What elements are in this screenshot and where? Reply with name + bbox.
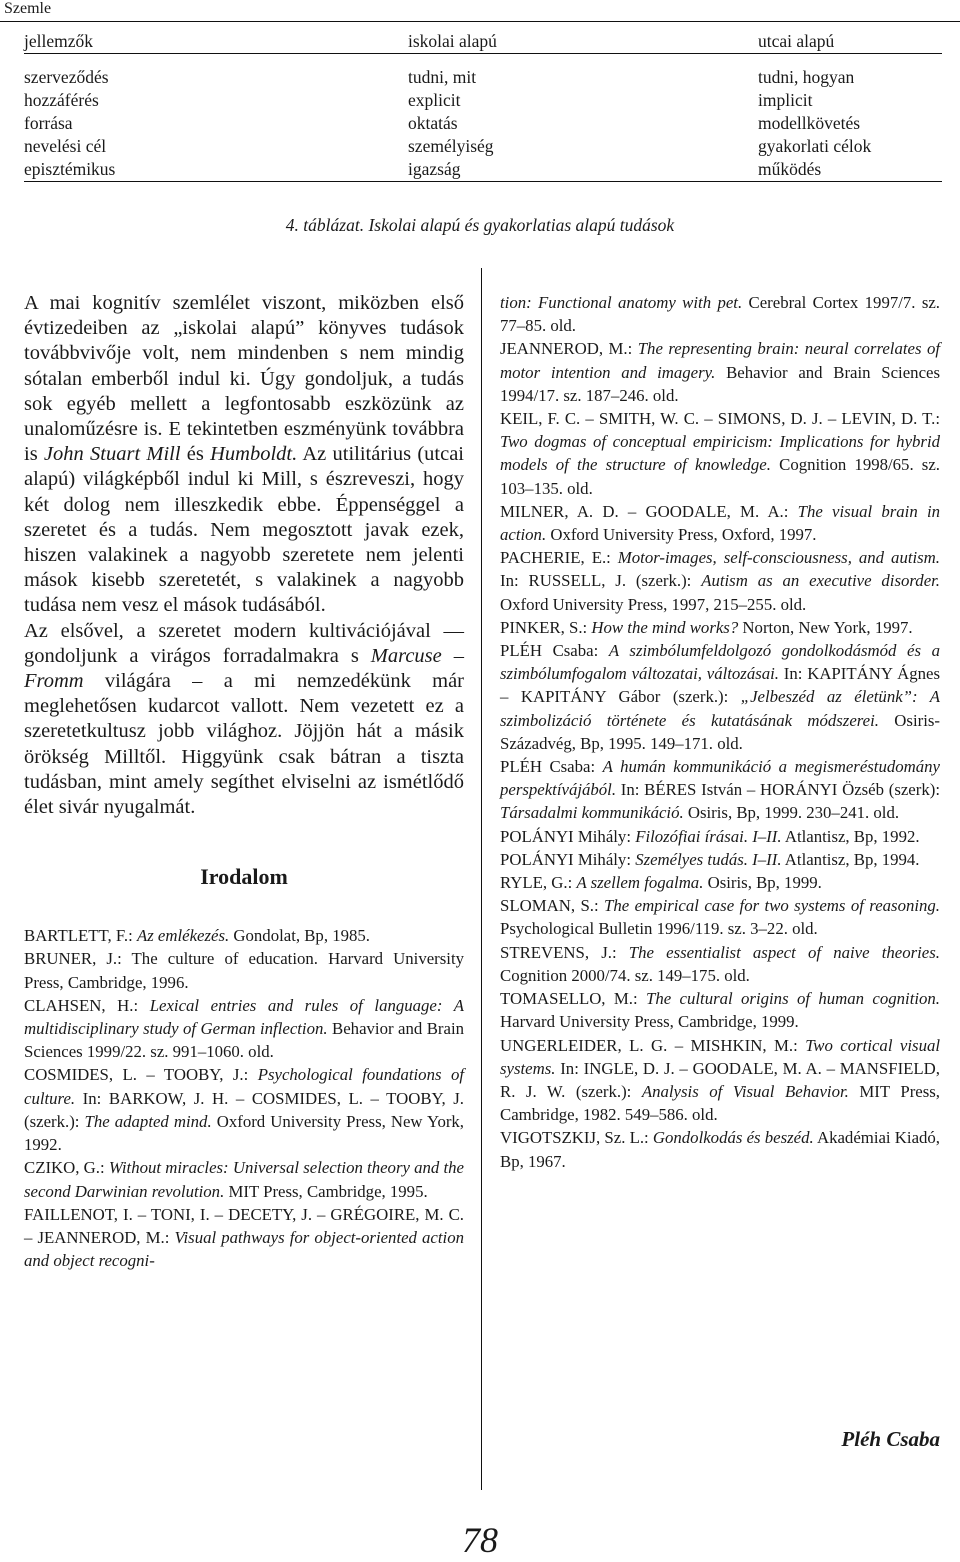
reference-text: Atlantisz, Bp, 1994.	[781, 849, 920, 869]
reference-text: Behavior and Brain Sciences 1994/17. sz. 187–246. old.	[500, 362, 940, 405]
reference-text: In: INGLE, D. J. – GOODALE, M. A. – MANSFIELD, R. J. W. (szerk.):	[500, 1058, 940, 1101]
comparison-table	[24, 30, 942, 182]
text-run: Az utilitárius (utcai alapú) világképből indul ki Mill, s észreveszi, hogy két dolog nem illeszkedik ebbe. Éppenséggel a szeretet és a tudás. Nem megosztott javak ezek, hiszen valakinek a nagyobb szeretete nem jelenti mások kisebb szeretetét, s valakinek a nagyobb tudása nem vesz el mások tudásából.	[24, 443, 464, 617]
table-row	[24, 112, 942, 135]
reference-text: UNGERLEIDER, L. G. – MISHKIN, M.:	[500, 1035, 806, 1055]
table-cell: igazság	[408, 159, 461, 179]
table-header-cell: jellemzők	[24, 31, 94, 51]
reference-text: PLÉH Csaba:	[500, 757, 603, 777]
reference-entry	[500, 546, 940, 616]
reference-text: Gondolat, Bp, 1985.	[229, 926, 370, 946]
table-row	[24, 135, 942, 158]
reference-text: Harvard University Press, Cambridge, 1999.	[500, 1012, 799, 1032]
table-cell: explicit	[408, 90, 461, 110]
table-header-cell: utcai alapú	[758, 31, 835, 51]
reference-text: Osiris, Bp, 1999. 230–241. old.	[683, 803, 900, 823]
reference-text: MIT Press, Cambridge, 1995.	[224, 1181, 428, 1201]
reference-text: Psychological Bulletin 1996/119. sz. 3–22. old.	[500, 919, 818, 939]
reference-title: The representing brain: neural correlates of motor intention and imagery.	[500, 339, 941, 382]
reference-text: BRUNER, J.: The culture of education. Harvard University Press, Cambridge, 1996.	[24, 949, 464, 992]
table-cell: modellkövetés	[758, 113, 861, 133]
reference-entry	[500, 291, 940, 337]
reference-title: The adapted mind.	[84, 1111, 212, 1131]
reference-title: Psychological foundations of culture.	[24, 1065, 464, 1108]
table-row	[24, 89, 942, 112]
reference-entry	[500, 616, 940, 639]
reference-entry	[500, 755, 940, 825]
reference-text: Behavior and Brain Sciences 1999/22. sz. 991–1060. old.	[24, 1019, 464, 1062]
reference-title: Analysis of Visual Behavior.	[641, 1081, 849, 1101]
table-cell: tudni, hogyan	[758, 67, 855, 87]
page-number: 78	[462, 1520, 498, 1560]
reference-title: Filozófiai írásai. I–II.	[635, 826, 782, 846]
reference-entry	[500, 1034, 940, 1127]
reference-title: „Jelbeszéd az életünk”: A szimbolizáció története és kutatásának módszerei.	[500, 687, 940, 730]
reference-text: KEIL, F. C. – SMITH, W. C. – SIMONS, D. J. – LEVIN, D. T.:	[500, 409, 940, 429]
reference-text: In: BARKOW, J. H. – COSMIDES, L. – TOOBY, J. (szerk.):	[24, 1088, 464, 1131]
reference-entry	[500, 871, 940, 894]
reference-text: Cognition 1998/65. sz. 103–135. old.	[500, 455, 940, 498]
reference-text: Oxford University Press, Oxford, 1997.	[546, 525, 817, 545]
reference-entry	[500, 894, 940, 940]
reference-title: The empirical case for two systems of reasoning.	[604, 896, 940, 916]
reference-list	[500, 291, 940, 1173]
table-cell: hozzáférés	[24, 90, 99, 110]
reference-text: Akadémiai Kiadó, Bp, 1967.	[500, 1128, 940, 1171]
reference-text: Osiris-Századvég, Bp, 1995. 149–171. old.	[500, 710, 940, 753]
table-row	[24, 158, 942, 182]
table-header-rule	[24, 54, 942, 67]
left-column	[24, 291, 464, 1272]
reference-title: tion: Functional anatomy with pet.	[500, 293, 743, 312]
reference-entry	[24, 1063, 464, 1156]
table-cell: oktatás	[408, 113, 458, 133]
reference-text: RYLE, G.:	[500, 873, 577, 893]
reference-text: In: KAPITÁNY Ágnes – KAPITÁNY Gábor (szerk.):	[500, 664, 940, 707]
table-header-row	[24, 30, 942, 54]
reference-text: Cerebral Cortex 1997/7. sz. 77–85. old.	[500, 293, 940, 336]
reference-text: STREVENS, J.:	[500, 942, 629, 962]
text-run: és	[180, 443, 211, 466]
column-divider	[481, 268, 482, 1490]
text-run: Az elsővel, a szeretet modern kultivációjával — gondoljunk a virágos forradalmakra s	[24, 619, 464, 667]
running-head: Szemle	[4, 0, 52, 17]
text-run-italic: John Stuart Mill	[43, 443, 181, 466]
reference-text: VIGOTSZKIJ, Sz. L.:	[500, 1128, 653, 1148]
reference-title: Lexical entries and rules of language: A multidisciplinary study of German inflection.	[24, 995, 464, 1039]
table-row	[24, 66, 942, 89]
reference-entry	[500, 941, 940, 987]
reference-text: FAILLENOT, I. – TONI, I. – DECETY, J. – GRÉGOIRE, M. C. – JEANNEROD, M.:	[24, 1204, 464, 1247]
reference-title: Visual pathways for object-oriented action and object recogni-	[24, 1227, 464, 1271]
reference-entry	[24, 994, 464, 1064]
reference-title: Az emlékezés.	[136, 926, 230, 946]
reference-text: MIT Press, Cambridge, 1982. 549–586. old.	[500, 1081, 940, 1125]
reference-text: CZIKO, G.:	[24, 1158, 109, 1178]
reference-text: Atlantisz, Bp, 1992.	[781, 826, 920, 846]
reference-title: The visual brain in action.	[500, 501, 941, 545]
table-cell: tudni, mit	[408, 67, 477, 87]
reference-title: Társadalmi kommunikáció.	[500, 803, 684, 823]
reference-title: Gondolkodás és beszéd.	[652, 1128, 814, 1148]
table-cell: forrása	[24, 113, 73, 133]
reference-text: In: BÉRES István – HORÁNYI Özséb (szerk):	[616, 780, 940, 800]
table-caption: 4. táblázat. Iskolai alapú és gyakorlatias alapú tudások	[285, 215, 675, 235]
reference-entry	[500, 987, 940, 1033]
text-run-italic: Marcuse – Fromm	[24, 644, 464, 693]
reference-text: POLÁNYI Mihály:	[500, 826, 636, 846]
reference-text: Osiris, Bp, 1999.	[703, 873, 822, 893]
reference-text: Oxford University Press, 1997, 215–255. old.	[500, 594, 807, 614]
reference-entry	[500, 639, 940, 755]
table-header-cell: iskolai alapú	[408, 31, 497, 51]
reference-title: A szimbólumfeldolgozó gondolkodásmód és a szimbólumfogalom változatai, változásai.	[500, 641, 940, 684]
reference-title: Two dogmas of conceptual empiricism: Implications for hybrid models of the structure of knowledge.	[500, 432, 940, 475]
reference-title: The essentialist aspect of naive theories.	[628, 942, 940, 962]
reference-text: In: RUSSELL, J. (szerk.):	[500, 571, 702, 591]
reference-text: MILNER, A. D. – GOODALE, M. A.:	[500, 501, 798, 521]
reference-text: PACHERIE, E.:	[500, 548, 618, 568]
reference-title: The cultural origins of human cognition.	[646, 989, 940, 1009]
text-run-italic: Humboldt.	[210, 443, 298, 466]
reference-text: POLÁNYI Mihály:	[500, 849, 636, 869]
reference-list	[24, 924, 464, 1272]
reference-text: TOMASELLO, M.:	[500, 989, 647, 1009]
reference-text: PLÉH Csaba:	[500, 641, 609, 661]
section-title: Irodalom	[200, 864, 288, 890]
text-run: A mai kognitív szemlélet viszont, miközben első évtizedeiben az „iskolai alapú” könyves tudások továbbvivője volt, nem mindenben s nem mindig sótalan emberből indul ki. Úgy gondoljuk, a tudás sok egyéb mellett a legfontosabb eszközünk az unaloműzésre is. E tekintetben eszményünk továbbra is	[24, 292, 464, 466]
reference-entry	[24, 924, 464, 947]
reference-entry	[500, 337, 940, 407]
comparison-table-wrap	[24, 30, 942, 182]
reference-text: Cognition 2000/74. sz. 149–175. old.	[500, 965, 750, 985]
reference-text: BARTLETT, F.:	[24, 926, 137, 946]
reference-title: Two cortical visual systems.	[500, 1035, 941, 1078]
table-cell: episztémikus	[24, 159, 116, 179]
body-paragraph	[24, 619, 464, 821]
reference-text: COSMIDES, L. – TOOBY, J.:	[24, 1065, 258, 1085]
table-cell: szerveződés	[24, 67, 109, 87]
table-cell: implicit	[758, 90, 813, 110]
reference-text: PINKER, S.:	[500, 617, 592, 637]
reference-entry	[500, 848, 940, 871]
reference-title: Motor-images, self-consciousness, and autism.	[617, 548, 940, 568]
reference-title: Without miracles: Universal selection theory and the second Darwinian revolution.	[24, 1158, 464, 1201]
reference-text: JEANNEROD, M.:	[500, 339, 638, 359]
table-cell: működés	[758, 159, 822, 179]
reference-title: Autism as an executive disorder.	[701, 571, 941, 591]
reference-text: CLAHSEN, H.:	[24, 995, 150, 1015]
reference-entry	[24, 947, 464, 993]
table-cell: nevelési cél	[24, 136, 107, 156]
reference-entry	[500, 407, 940, 500]
reference-title: A szellem fogalma.	[576, 873, 704, 893]
right-column	[500, 291, 940, 1173]
author-signature: Pléh Csaba	[841, 1427, 940, 1451]
reference-entry	[24, 1156, 464, 1202]
reference-entry	[500, 500, 940, 546]
reference-text: SLOMAN, S.:	[500, 896, 605, 916]
reference-text: Oxford University Press, New York, 1992.	[24, 1111, 465, 1155]
table-cell: személyiség	[408, 136, 494, 156]
header-rule	[0, 21, 960, 22]
reference-entry	[24, 1203, 464, 1273]
reference-title: How the mind works?	[591, 617, 739, 637]
reference-entry	[500, 1126, 940, 1172]
reference-title: Személyes tudás. I–II.	[635, 849, 782, 869]
reference-entry	[500, 825, 940, 848]
body-paragraph	[24, 291, 464, 619]
reference-text: Norton, New York, 1997.	[738, 617, 913, 637]
text-run: világára – a mi nemzedékünk már meglehetősen kudarcot vallott. Nem vezetett ez a szeretetkultusz jobb világhoz. Jöjjön hát a másik örökség Milltől. Higgyünk csak bátran a tiszta tudásban, mint amely segíthet elviselni az ismétlődő élet sivár nyugalmát.	[24, 670, 464, 819]
table-cell: gyakorlati célok	[758, 136, 872, 156]
reference-title: A humán kommunikáció a megismeréstudomány perspektívájából.	[500, 757, 940, 800]
